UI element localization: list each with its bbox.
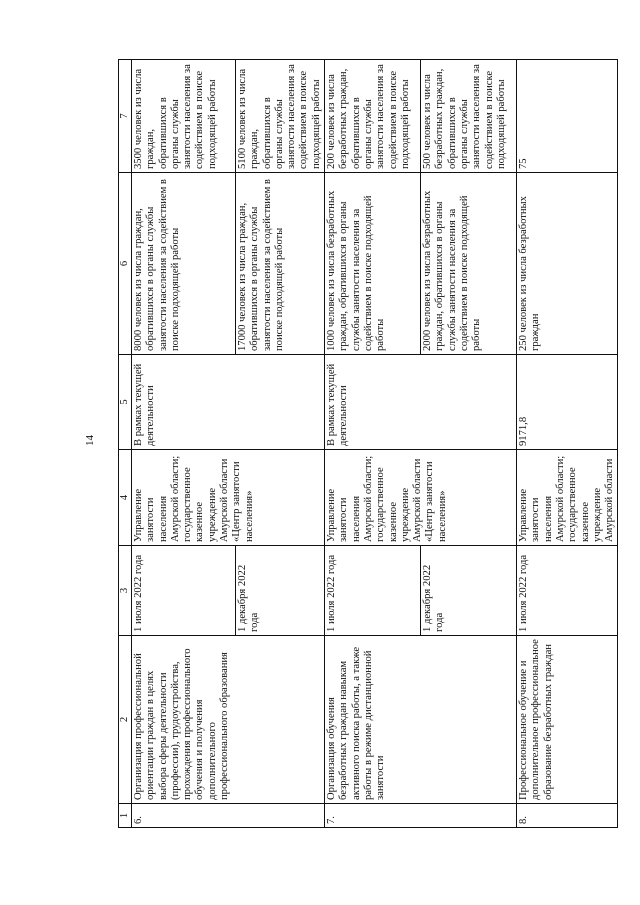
header-cell: 5 (119, 355, 132, 450)
result-cell: 5100 человек из числа граждан, обратившихся в органы службы занятости населения за содействием в поиске подходящей работы (236, 60, 325, 173)
result-cell: 3500 человек из числа граждан, обратившихся в органы службы занятости населения за содействием в поиске подходящей работы (132, 60, 236, 173)
event-cell: Организация обучения безработных граждан навыкам активного поиска работы, а также работы в режиме дистанционной занятости (325, 636, 517, 804)
plan-table (118, 59, 618, 828)
date-cell: 1 июля 2022 года (325, 546, 421, 636)
header-cell: 7 (119, 60, 132, 173)
funding-cell: В рамках текущей деятельности (325, 355, 517, 450)
row-number: 7. (325, 804, 517, 828)
funding-cell: 9171,8 (517, 355, 618, 450)
executor-cell: Управление занятости населения Амурской области; государственное казенное учреждение Амурской области «Центр занятости населения» (325, 450, 517, 546)
page-number: 14 (84, 435, 96, 446)
funding-cell: В рамках текущей деятельности (132, 355, 325, 450)
header-cell: 6 (119, 173, 132, 355)
executor-cell: Управление занятости населения Амурской области; государственное казенное учреждение Амурской области (517, 450, 618, 546)
date-cell: 1 декабря 2022 года (421, 546, 517, 636)
indicator-cell: 8000 человек из числа граждан, обратившихся в органы службы занятости населения за содействием в поиске подходящей работы (132, 173, 236, 355)
header-cell: 3 (119, 546, 132, 636)
result-cell: 75 (517, 60, 618, 173)
table-row (517, 60, 618, 828)
header-cell: 1 (119, 804, 132, 828)
header-cell: 4 (119, 450, 132, 546)
indicator-cell: 17000 человек из числа граждан, обратившихся в органы службы занятости населения за содействием в поиске подходящей работы (236, 173, 325, 355)
indicator-cell: 1000 человек из числа безработных граждан, обратившихся в органы службы занятости населения за содействием в поиске подходящей работы (325, 173, 421, 355)
result-cell: 500 человек из числа безработных граждан, обратившихся в органы службы занятости населения за содействием в поиске подходящей работы (421, 60, 517, 173)
date-cell: 1 июля 2022 года (517, 546, 618, 636)
table-row (132, 60, 236, 828)
row-number: 8. (517, 804, 618, 828)
event-cell: Организация профессиональной ориентации граждан в целях выбора сферы деятельности (профессии), трудоустройства, прохождения профессионального обучения и получения дополнительного профессионального образования (132, 636, 325, 804)
event-cell: Профессиональное обучение и дополнительное профессиональное образование безработных граждан (517, 636, 618, 804)
table-row (325, 60, 421, 828)
indicator-cell: 2000 человек из числа безработных граждан, обратившихся в органы службы занятости населения за содействием в поиске подходящей работы (421, 173, 517, 355)
header-row (119, 60, 132, 828)
date-cell: 1 июля 2022 года (132, 546, 236, 636)
result-cell: 200 человек из числа безработных граждан, обратившихся в органы службы занятости населения за содействием в поиске подходящей работы (325, 60, 421, 173)
rotated-page (118, 60, 616, 828)
date-cell: 1 декабря 2022 года (236, 546, 325, 636)
indicator-cell: 250 человек из числа безработных граждан (517, 173, 618, 355)
row-number: 6. (132, 804, 325, 828)
header-cell: 2 (119, 636, 132, 804)
executor-cell: Управление занятости населения Амурской области; государственное казенное учреждение Амурской области «Центр занятости населения» (132, 450, 325, 546)
